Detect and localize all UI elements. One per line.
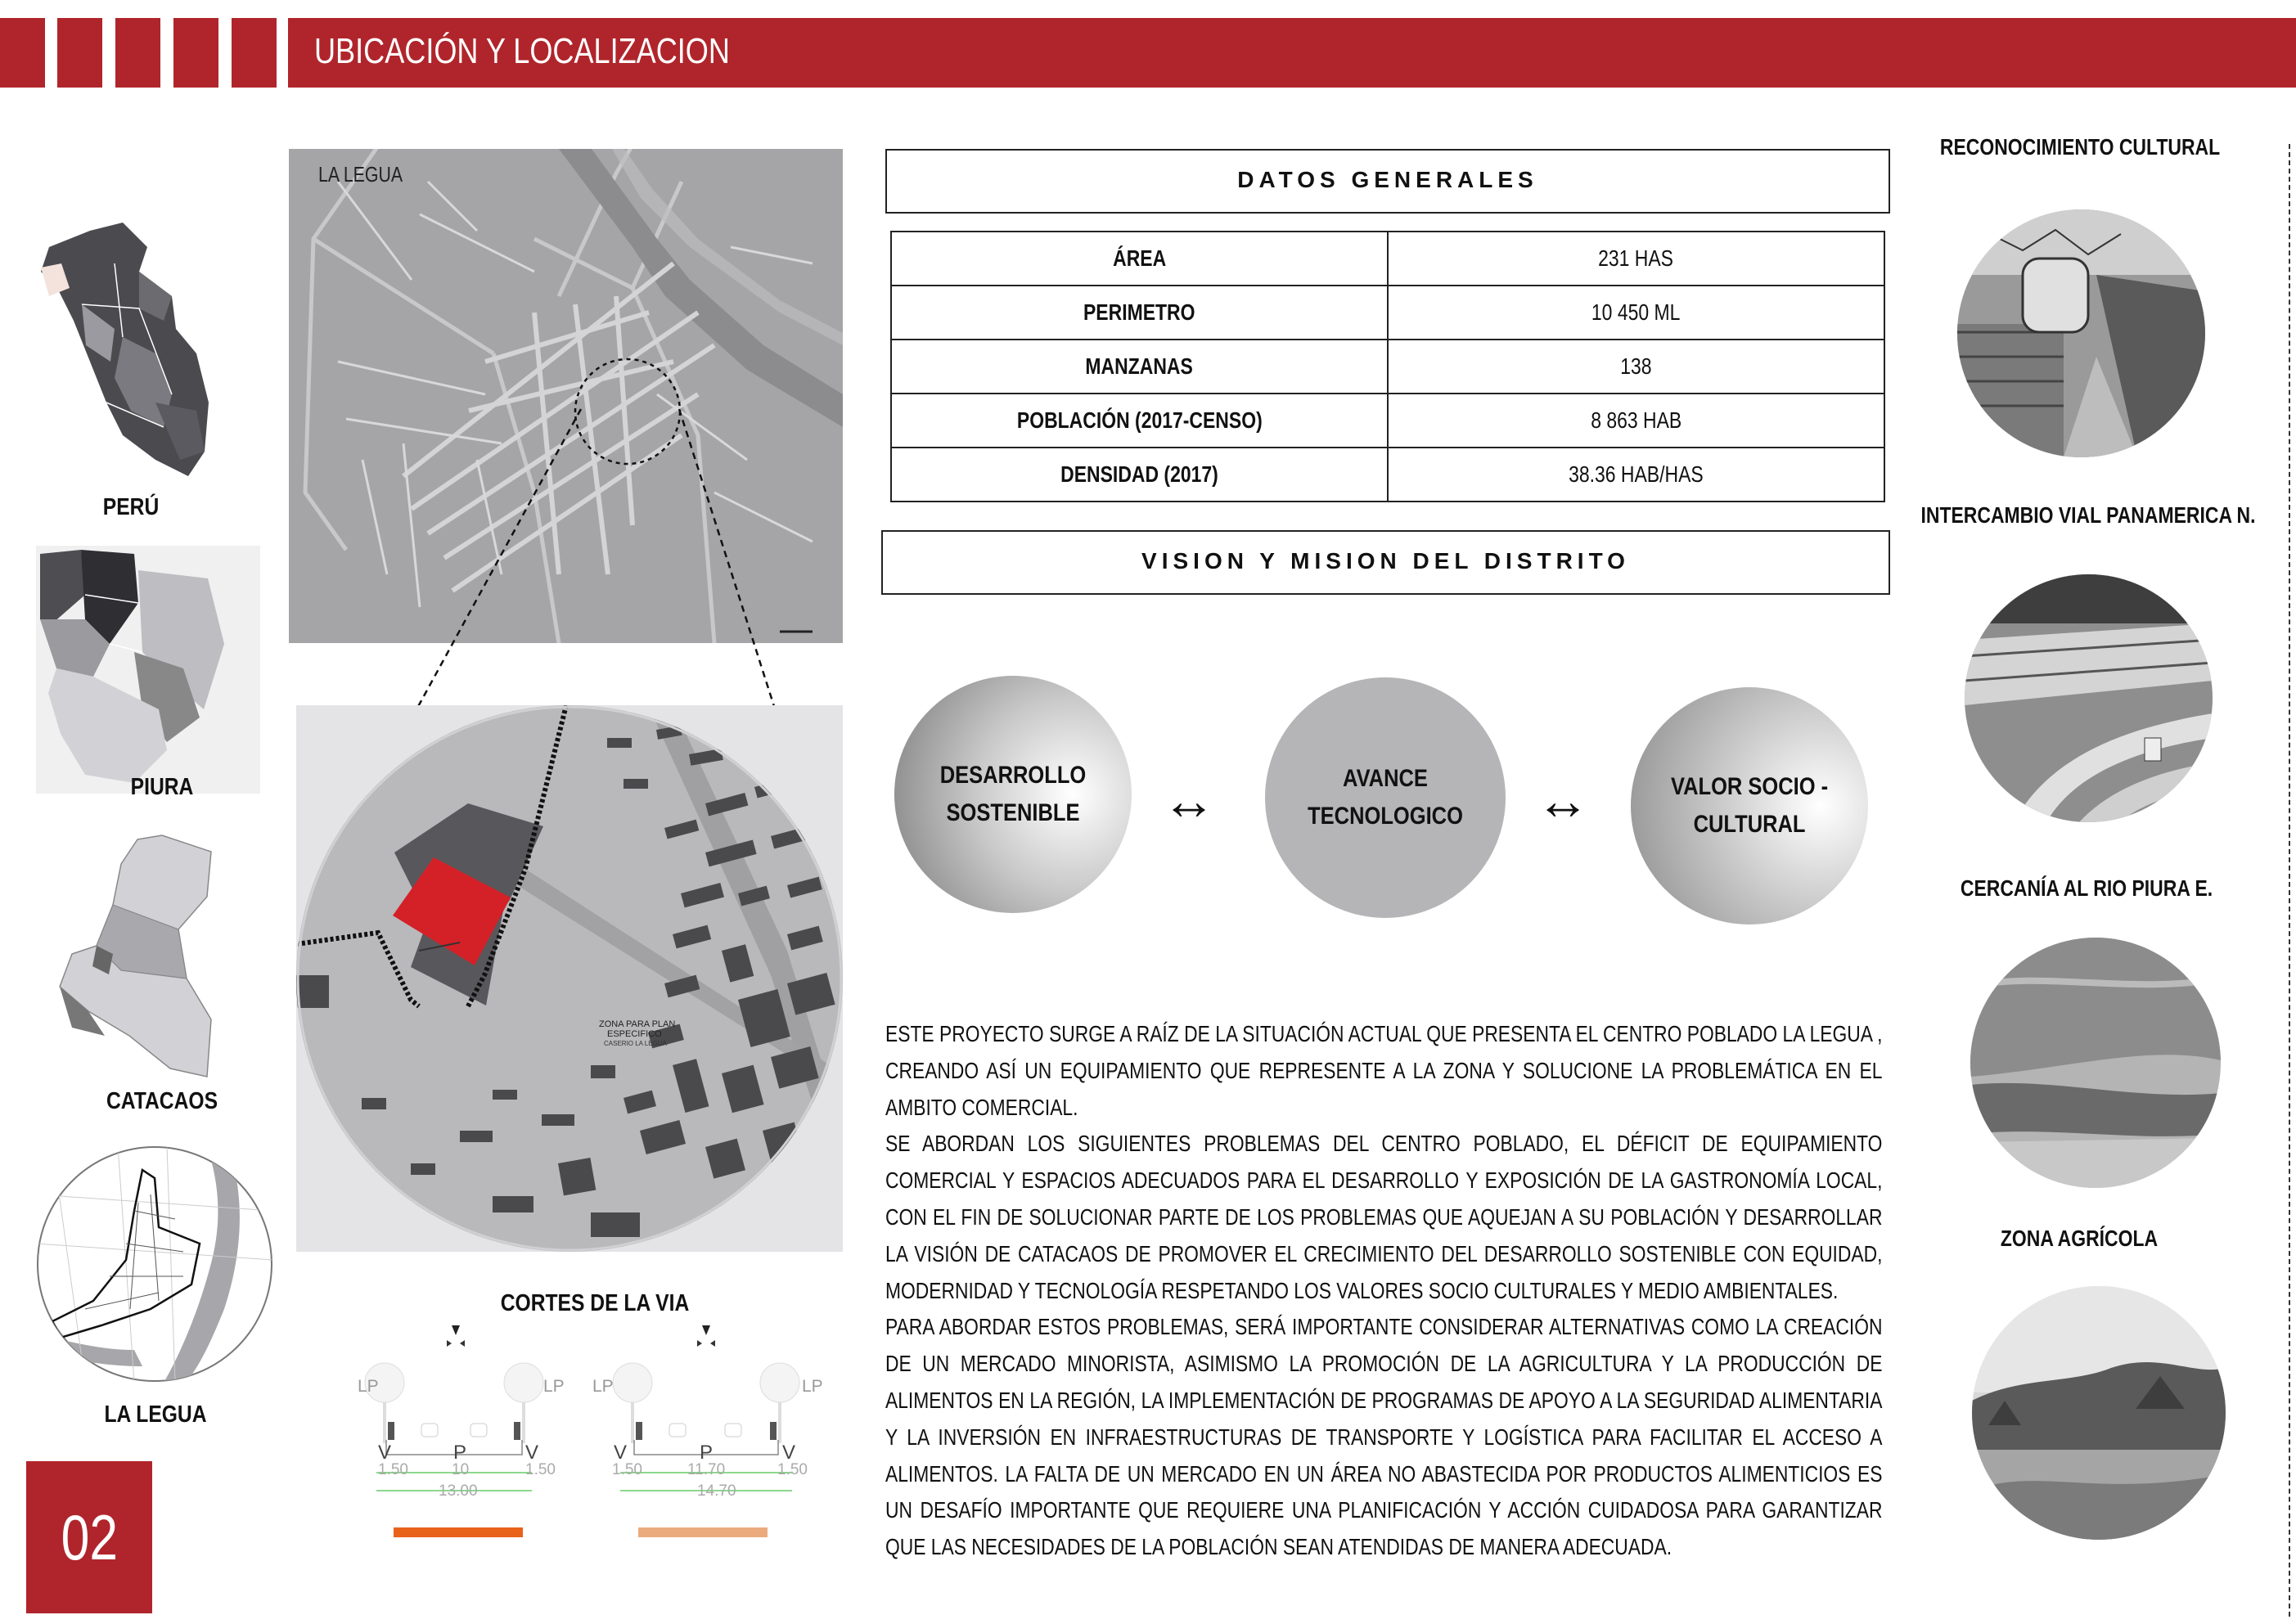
section2-v-left: V bbox=[614, 1442, 628, 1464]
section2-side-left: 1.50 bbox=[612, 1461, 642, 1478]
section2-total: 14.70 bbox=[697, 1482, 736, 1500]
page-number-text: 02 bbox=[61, 1500, 118, 1573]
datos-generales-title-box bbox=[885, 149, 1890, 214]
header-block-5 bbox=[232, 18, 277, 88]
peru-label: PERÚ bbox=[102, 494, 160, 520]
road-section-2-diagram bbox=[596, 1317, 817, 1546]
section1-center: 10 bbox=[452, 1461, 470, 1478]
table-cell-label: POBLACIÓN (2017-CENSO) bbox=[891, 394, 1388, 448]
circle3-line2: CULTURAL bbox=[1693, 811, 1806, 838]
zoom-map-label-1: ZONA PARA PLAN bbox=[599, 1019, 676, 1029]
section1-lp-left: LP bbox=[358, 1377, 379, 1396]
table-cell-label: DENSIDAD (2017) bbox=[891, 448, 1388, 502]
table-cell-label: MANZANAS bbox=[891, 340, 1388, 394]
section1-lp-right: LP bbox=[543, 1377, 565, 1396]
project-description bbox=[885, 1016, 1882, 1566]
section1-side-right: 1.50 bbox=[525, 1461, 556, 1478]
description-paragraph-3: PARA ABORDAR ESTOS PROBLEMAS, SERÁ IMPORTANTE CONSIDERAR ALTERNATIVAS COMO LA CREACIÓN DE UN MERCADO MINORISTA, ASIMISMO LA PROMOCIÓN DE LA AGRICULTURA Y LA PRODUCCIÓN DE ALIMENTOS EN LA REGIÓN, LA IMPLEMENTACIÓN DE PROGRAMAS DE APOYO A LA SEGURIDAD ALIMENTARIA Y LA INVERSIÓN EN INFRAESTRUCTURAS DE TRANSPORTE Y LOGÍSTICA PARA FACILITAR EL ACCESO A ALIMENTOS. LA FALTA DE UN MERCADO EN UN ÁREA NO ABASTECIDA POR PRODUCTOS ALIMENTICIOS ES UN DESAFÍO IMPORTANTE QUE REQUIERE UNA PLANIFICACIÓN Y ACCIÓN CUIDADOSA PARA GARANTIZAR QUE LAS NECESIDADES DE LA POBLACIÓN SEAN ATENDIDAS DE MANERA ADECUADA. bbox=[885, 1314, 1883, 1560]
vision-title-box bbox=[881, 530, 1890, 595]
section2-lp-right: LP bbox=[802, 1377, 823, 1396]
vision-circle-avance bbox=[1265, 677, 1506, 918]
table-row bbox=[891, 394, 1884, 448]
photo2-title: INTERCAMBIO VIAL PANAMERICA N. bbox=[1920, 502, 2256, 528]
road-section-1-diagram bbox=[352, 1317, 556, 1546]
section1-total: 13.00 bbox=[439, 1482, 478, 1500]
table-row bbox=[891, 232, 1884, 286]
double-arrow-icon: ↔ bbox=[1536, 770, 1590, 830]
page-number bbox=[26, 1461, 152, 1613]
vision-circle-valor bbox=[1631, 687, 1868, 924]
piura-map bbox=[36, 546, 260, 794]
table-cell-label: PERIMETRO bbox=[891, 286, 1388, 340]
vision-circle-desarrollo bbox=[894, 676, 1132, 913]
vision-title: VISION Y MISION DEL DISTRITO bbox=[1141, 548, 1630, 574]
photo-reconocimiento-cultural bbox=[1957, 209, 2205, 457]
description-paragraph-1: ESTE PROYECTO SURGE A RAÍZ DE LA SITUACIÓN ACTUAL QUE PRESENTA EL CENTRO POBLADO LA LEGUA , CREANDO ASÍ UN EQUIPAMIENTO QUE REPRESENTE A LA ZONA Y SOLUCIONE LA PROBLEMÁTICA EN EL AMBITO COMERCIAL. bbox=[885, 1021, 1883, 1120]
header-block-1 bbox=[0, 18, 45, 88]
la-legua-label: LA LEGUA bbox=[104, 1401, 207, 1428]
section1-v-right: V bbox=[525, 1442, 539, 1464]
circle3-line1: VALOR SOCIO - bbox=[1670, 773, 1829, 800]
datos-generales-table bbox=[890, 231, 1885, 502]
section2-v-right: V bbox=[782, 1442, 796, 1464]
table-cell-value: 8 863 HAB bbox=[1388, 394, 1884, 448]
datos-generales-title: DATOS GENERALES bbox=[1237, 167, 1538, 192]
circle1-line1: DESARROLLO bbox=[939, 762, 1087, 789]
circle2-label: AVANCE TECNOLOGICO bbox=[1308, 765, 1463, 830]
section2-center: 11.70 bbox=[687, 1461, 726, 1478]
zoom-map-label-2: ESPECIFICO bbox=[607, 1029, 662, 1039]
header-block-2 bbox=[57, 18, 102, 88]
right-dashed-border bbox=[2289, 144, 2290, 1617]
section2-color-bar bbox=[638, 1527, 768, 1537]
photo3-title: CERCANÍA AL RIO PIURA E. bbox=[1960, 875, 2213, 901]
peru-map bbox=[33, 214, 221, 480]
table-cell-value: 138 bbox=[1388, 340, 1884, 394]
catacaos-map bbox=[56, 831, 219, 1081]
table-row bbox=[891, 286, 1884, 340]
description-paragraph-2: SE ABORDAN LOS SIGUIENTES PROBLEMAS DEL CENTRO POBLADO, EL DÉFICIT DE EQUIPAMIENTO COMERCIAL Y ESPACIOS ADECUADOS PARA EL DESARROLLO Y EXPOSICIÓN DE LA GASTRONOMÍA LOCAL, CON EL FIN DE SOLUCIONAR PARTE DE LOS PROBLEMAS QUE AQUEJAN A SU POBLACIÓN Y DESARROLLAR LA VISIÓN DE CATACAOS DE PROMOVER EL CRECIMIENTO DEL DESARROLLO SOSTENIBLE CON EQUIDAD, MODERNIDAD Y TECNOLOGÍA RESPETANDO LOS VALORES SOCIO CULTURALES Y MEDIO AMBIENTALES. bbox=[885, 1131, 1883, 1303]
road-sections-title: CORTES DE LA VIA bbox=[500, 1290, 690, 1316]
section2-lp-left: LP bbox=[592, 1377, 614, 1396]
table-cell-value: 38.36 HAB/HAS bbox=[1388, 448, 1884, 502]
circle1-line2: SOSTENIBLE bbox=[946, 799, 1080, 826]
section1-p: P bbox=[453, 1442, 467, 1464]
table-row bbox=[891, 448, 1884, 502]
photo-rio-piura bbox=[1970, 938, 2221, 1188]
catacaos-label: CATACAOS bbox=[106, 1088, 218, 1114]
zoom-map-label-3: CASERIO LA LEGUA bbox=[604, 1040, 667, 1047]
photo4-title: ZONA AGRÍCOLA bbox=[2000, 1226, 2159, 1251]
header-block-4 bbox=[173, 18, 218, 88]
piura-label: PIURA bbox=[130, 774, 194, 800]
section2-p: P bbox=[700, 1442, 714, 1464]
photo-intercambio-vial bbox=[1965, 574, 2213, 822]
section1-v-left: V bbox=[378, 1442, 392, 1464]
la-legua-map bbox=[36, 1145, 273, 1383]
table-row bbox=[891, 340, 1884, 394]
main-map-title: LA LEGUA bbox=[318, 162, 403, 187]
section1-side-left: 1.50 bbox=[378, 1461, 408, 1478]
header-block-3 bbox=[115, 18, 160, 88]
section1-color-bar bbox=[394, 1527, 523, 1537]
table-cell-value: 231 HAS bbox=[1388, 232, 1884, 286]
page-title: UBICACIÓN Y LOCALIZACION bbox=[314, 31, 730, 71]
photo-zona-agricola bbox=[1972, 1286, 2226, 1540]
double-arrow-icon: ↔ bbox=[1162, 770, 1216, 830]
zoom-site-map bbox=[296, 705, 843, 1252]
photo1-title: RECONOCIMIENTO CULTURAL bbox=[1939, 134, 2221, 160]
table-cell-label: ÁREA bbox=[891, 232, 1388, 286]
section2-side-right: 1.50 bbox=[777, 1461, 808, 1478]
table-cell-value: 10 450 ML bbox=[1388, 286, 1884, 340]
